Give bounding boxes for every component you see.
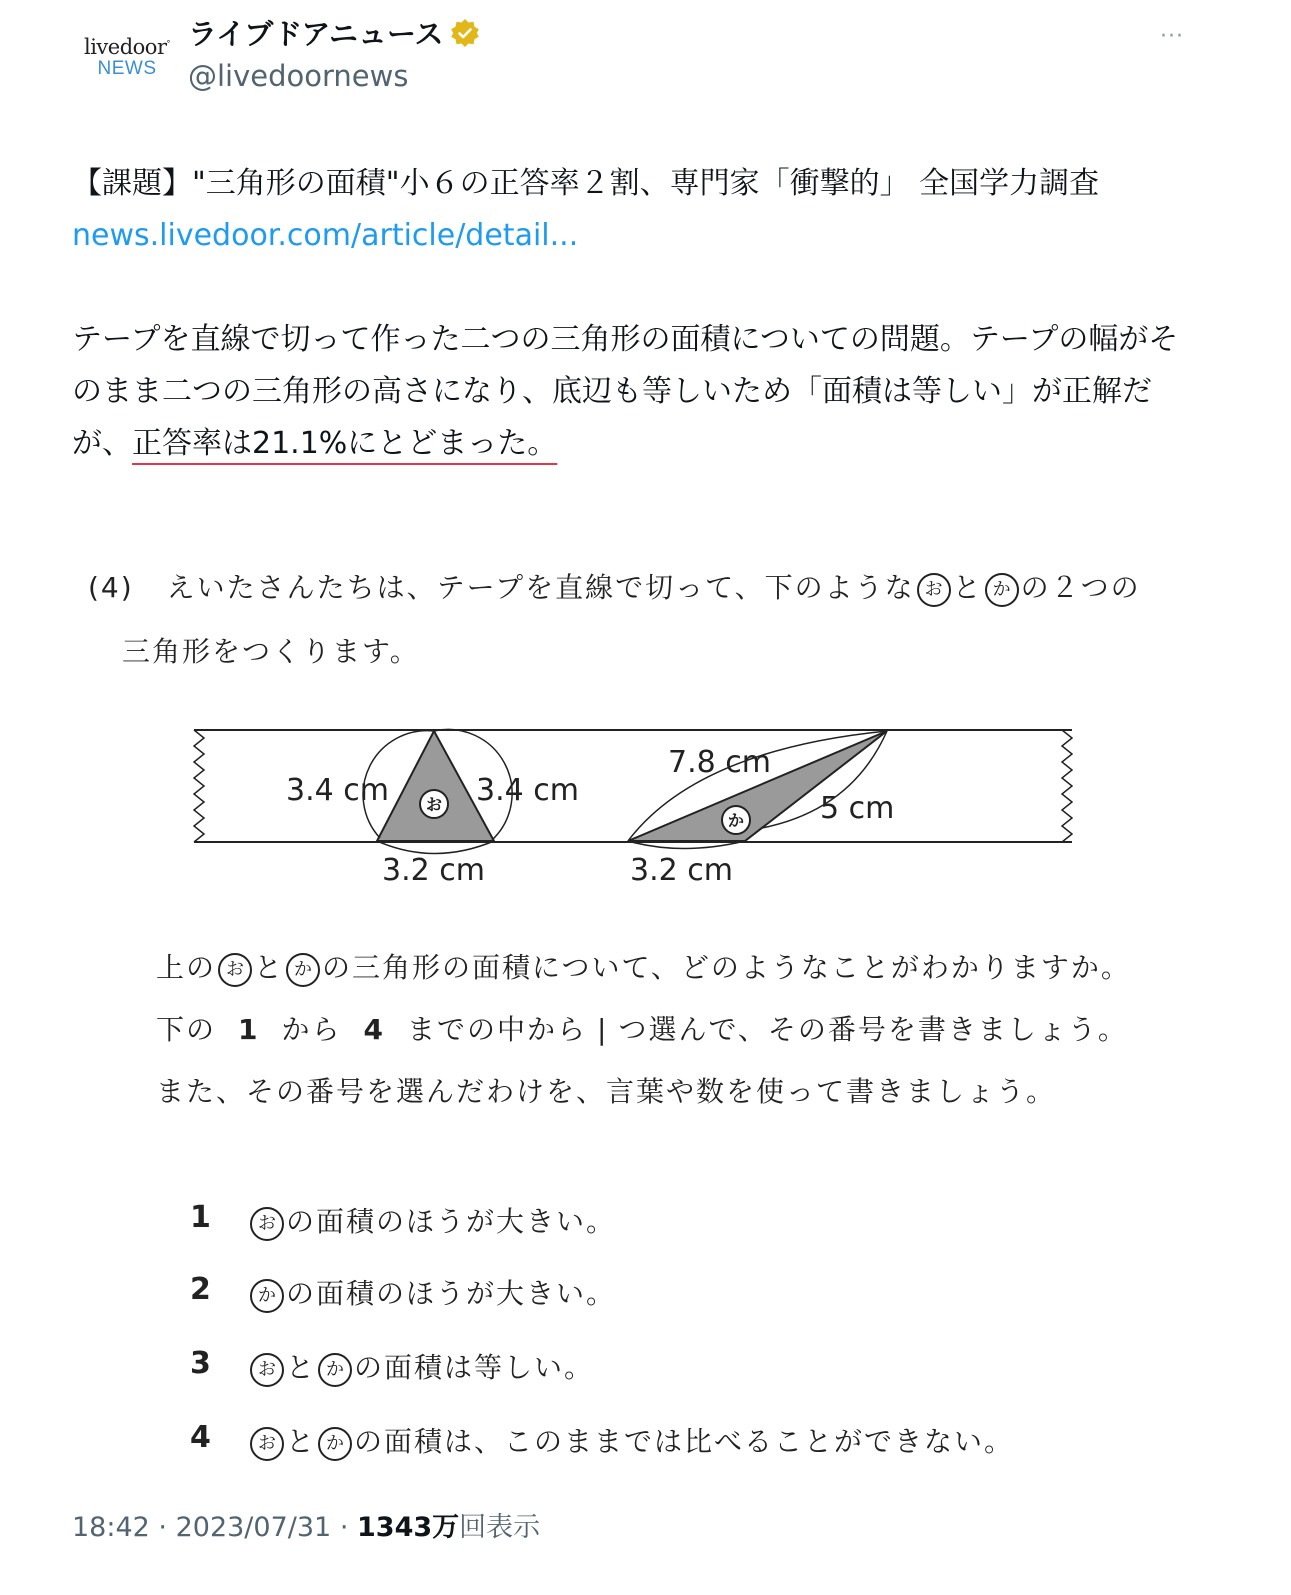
tweet-body-highlight: 正答率は21.1%にとどまった。 xyxy=(132,426,558,461)
label-ka-base: 3.2 cm xyxy=(630,853,733,888)
mark-o-icon: お xyxy=(917,573,951,607)
question-instruction-1: 下の 1 から 4 までの中から | つ選んで、その番号を書きましょう。 xyxy=(156,1013,1128,1046)
tweet-meta: 18:42 · 2023/07/31 · 1343万回表示 xyxy=(72,1512,541,1543)
display-name[interactable] xyxy=(188,14,480,58)
more-options-icon[interactable]: ··· xyxy=(1160,24,1184,49)
display-name-text: ライブドアニュース xyxy=(188,17,444,51)
mark-ka-icon: か xyxy=(286,953,320,987)
label-o-left: 3.4 cm xyxy=(286,773,389,808)
option-3-text: お と か の面積は等しい。 xyxy=(248,1346,594,1387)
verified-badge-icon xyxy=(450,18,480,58)
mark-ka-icon: か xyxy=(250,1279,284,1313)
view-label: 回表示 xyxy=(459,1512,541,1543)
label-o-right: 3.4 cm xyxy=(476,773,579,808)
user-handle[interactable]: @livedoornews xyxy=(188,59,409,93)
label-ka-side: 5 cm xyxy=(820,791,895,826)
avatar-logo-top: livedoor° xyxy=(84,35,170,59)
option-3-number: 3 xyxy=(190,1346,211,1381)
option-2-number: 2 xyxy=(190,1272,211,1307)
triangle-ka-mark-label: か xyxy=(727,811,745,830)
tweet-body xyxy=(72,314,1182,470)
label-ka-top: 7.8 cm xyxy=(668,745,771,780)
view-count: 1343万 xyxy=(357,1512,460,1543)
question-instruction-2: また、その番号を選んだわけを、言葉や数を使って書きましょう。 xyxy=(156,1075,1057,1108)
article-link[interactable]: news.livedoor.com/article/detail... xyxy=(72,218,579,253)
mark-o-icon: お xyxy=(218,953,252,987)
mark-o-icon: お xyxy=(250,1427,284,1461)
tweet-text xyxy=(72,158,1182,470)
question-number: (4) xyxy=(88,571,134,604)
question-line-2: 三角形をつくります。 xyxy=(122,635,420,668)
attached-image[interactable] xyxy=(72,560,1222,1480)
avatar-logo-bottom: NEWS xyxy=(97,58,157,79)
option-4-number: 4 xyxy=(190,1420,211,1455)
mark-ka-icon: か xyxy=(318,1427,352,1461)
label-o-base: 3.2 cm xyxy=(382,853,485,888)
tweet-title: 【課題】"三角形の面積"小６の正答率２割、専門家「衝撃的」 全国学力調査 xyxy=(72,166,1100,201)
tweet-body-text: テープを直線で切って作った二つの三角形の面積についての問題。テープの幅がそのまま二つの三角形の高さになり、底辺も等しいため「面積は等しい」が正解だが、 xyxy=(72,322,1179,461)
option-1-number: 1 xyxy=(190,1200,211,1235)
tweet-date[interactable]: 2023/07/31 xyxy=(175,1512,332,1543)
option-1-text: お の面積のほうが大きい。 xyxy=(248,1200,616,1241)
triangle-o-mark-label: お xyxy=(425,795,443,814)
question-line-1: (4) えいたさんたちは、テープを直線で切って、下のような お と か の２つの xyxy=(88,568,1141,608)
mark-o-icon: お xyxy=(250,1353,284,1387)
mark-ka-icon: か xyxy=(985,573,1019,607)
question-ask: 上の お と か の三角形の面積について、どのようなことがわかりますか。 xyxy=(156,948,1131,988)
tweet-time[interactable]: 18:42 xyxy=(72,1512,150,1543)
avatar[interactable] xyxy=(82,32,172,79)
mark-ka-icon: か xyxy=(318,1353,352,1387)
mark-o-icon: お xyxy=(250,1207,284,1241)
tweet-header xyxy=(0,0,1291,120)
option-2-text: か の面積のほうが大きい。 xyxy=(248,1272,616,1313)
option-4-text: お と か の面積は、このままでは比べることができない。 xyxy=(248,1420,1014,1461)
triangle-diagram xyxy=(72,560,1222,900)
